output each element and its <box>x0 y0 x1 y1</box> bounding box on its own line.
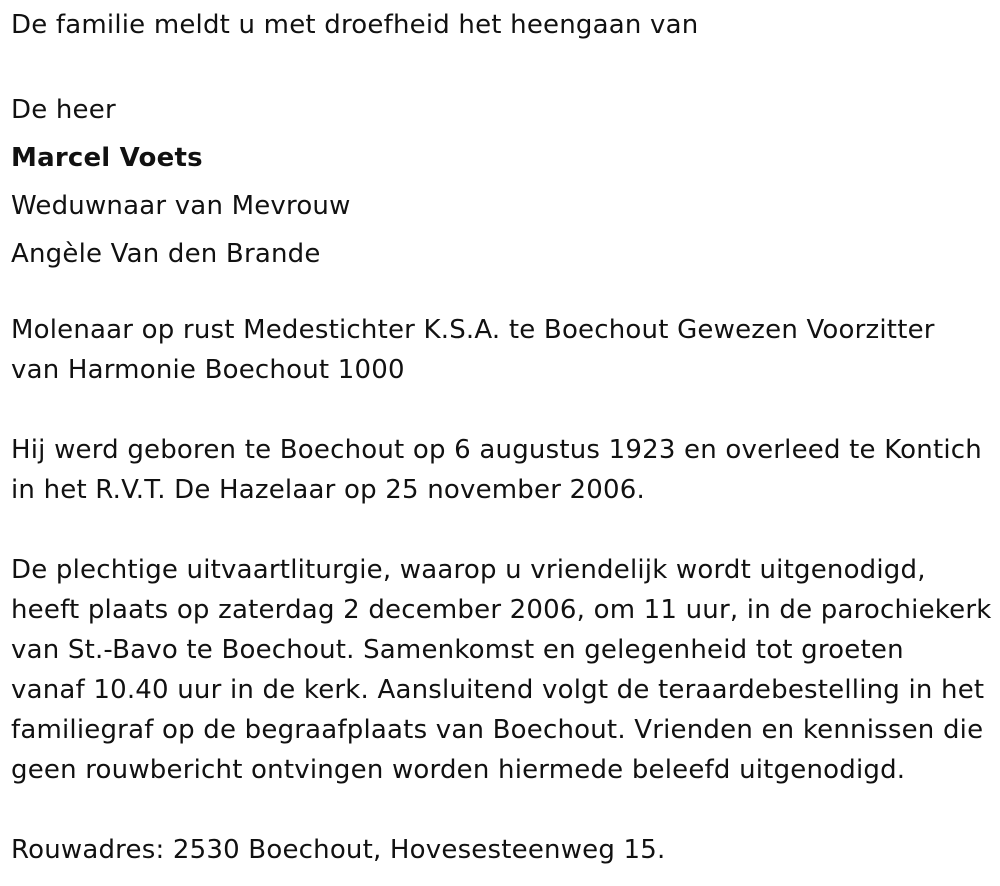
salutation: De heer <box>11 95 116 125</box>
funeral-line: van St.-Bavo te Boechout. Samenkomst en gelegenheid tot groeten <box>11 635 904 665</box>
funeral-paragraph <box>11 550 991 790</box>
deceased-block <box>11 86 351 278</box>
birth-death-line: in het R.V.T. De Hazelaar op 25 november 2006. <box>11 475 645 505</box>
widower-line-2: Angèle Van den Brande <box>11 239 321 269</box>
birth-death-paragraph <box>11 430 982 510</box>
occupation-paragraph <box>11 310 935 390</box>
intro-line: De familie meldt u met droefheid het heengaan van <box>11 10 699 40</box>
funeral-line: geen rouwbericht ontvingen worden hiermede beleefd uitgenodigd. <box>11 755 906 785</box>
occupation-line: Molenaar op rust Medestichter K.S.A. te Boechout Gewezen Voorzitter <box>11 315 935 345</box>
funeral-line: vanaf 10.40 uur in de kerk. Aansluitend volgt de teraardebestelling in het <box>11 675 985 705</box>
birth-death-line: Hij werd geboren te Boechout op 6 augustus 1923 en overleed te Kontich <box>11 435 982 465</box>
address-paragraph <box>11 830 666 870</box>
widower-line-1: Weduwnaar van Mevrouw <box>11 191 351 221</box>
mourning-address: Rouwadres: 2530 Boechout, Hovesesteenweg 15. <box>11 835 666 865</box>
funeral-line: De plechtige uitvaartliturgie, waarop u vriendelijk wordt uitgenodigd, <box>11 555 926 585</box>
funeral-line: heeft plaats op zaterdag 2 december 2006, om 11 uur, in de parochiekerk <box>11 595 992 625</box>
deceased-name: Marcel Voets <box>11 143 203 173</box>
occupation-line: van Harmonie Boechout 1000 <box>11 355 405 385</box>
funeral-line: familiegraf op de begraafplaats van Boechout. Vrienden en kennissen die <box>11 715 984 745</box>
intro-text <box>11 5 698 45</box>
